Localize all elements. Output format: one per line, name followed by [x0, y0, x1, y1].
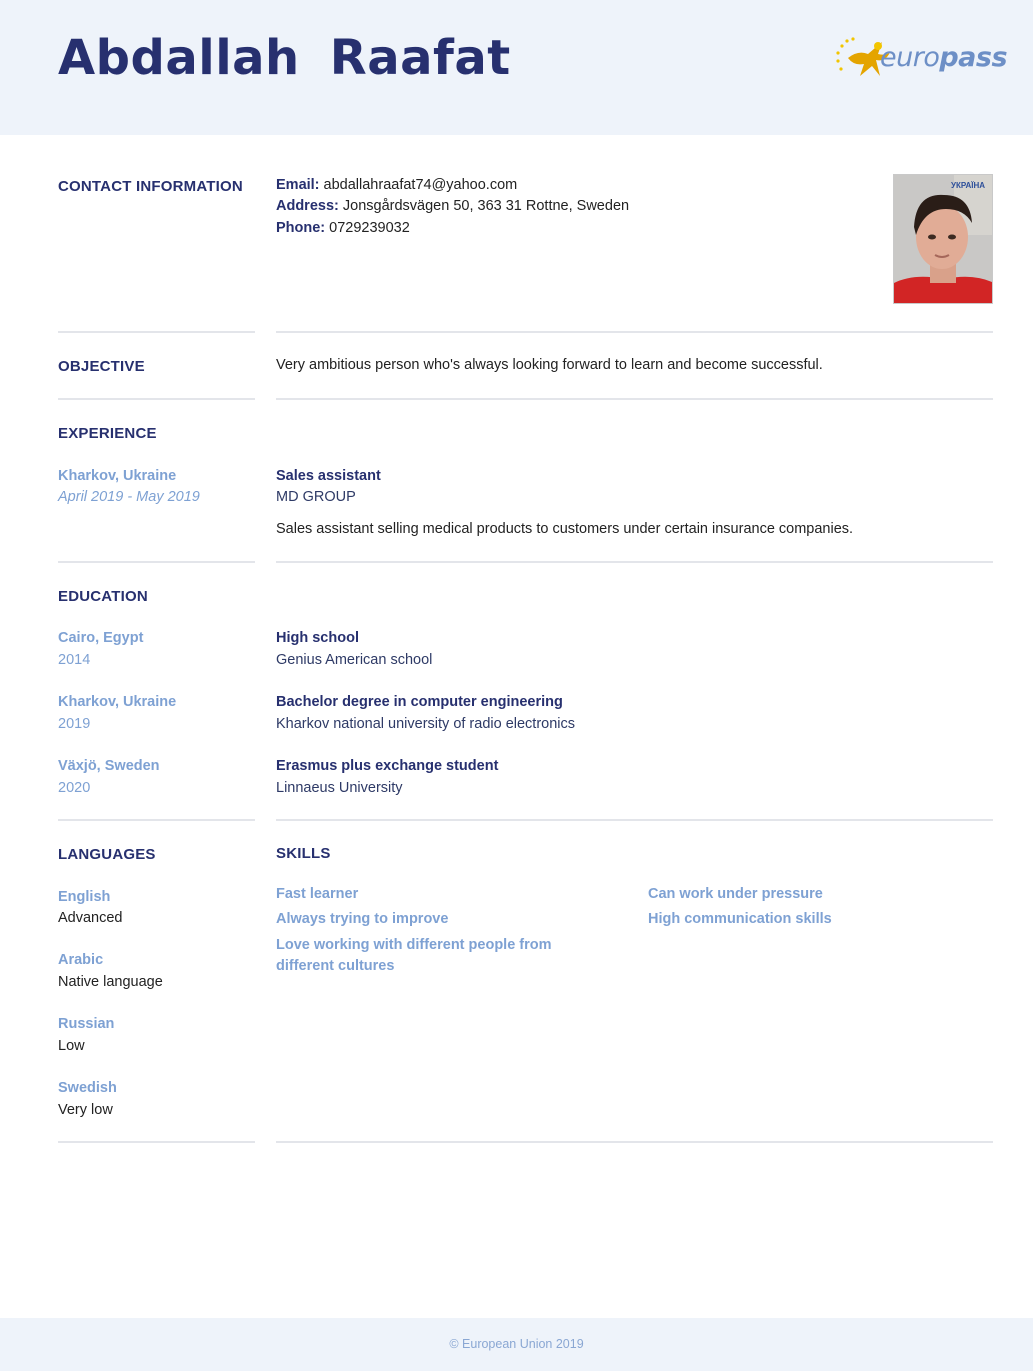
education-school: Linnaeus University — [276, 780, 403, 796]
education-place: Växjö, Sweden — [58, 758, 160, 774]
contact-email-line — [276, 177, 517, 193]
divider-left — [58, 331, 255, 333]
last-name: Raafat — [329, 30, 511, 86]
objective-text: Very ambitious person who's always looking forward to learn and become successful. — [276, 357, 823, 373]
education-degree: Erasmus plus exchange student — [276, 758, 499, 774]
education-degree: High school — [276, 630, 359, 646]
skill-item: Can work under pressure — [648, 886, 823, 902]
phone-label: Phone: — [276, 220, 326, 236]
person-name — [58, 30, 511, 86]
skill-item: Always trying to improve — [276, 911, 449, 927]
education-year: 2020 — [58, 780, 91, 796]
divider-right — [276, 561, 993, 563]
europass-logo — [834, 36, 1008, 84]
language-name: Swedish — [58, 1080, 117, 1096]
divider-right — [276, 819, 993, 821]
language-name: Russian — [58, 1016, 115, 1032]
language-level: Very low — [58, 1102, 113, 1118]
divider-left — [58, 819, 255, 821]
experience-org: MD GROUP — [276, 489, 356, 505]
first-name: Abdallah — [58, 30, 300, 86]
divider-left — [58, 561, 255, 563]
footer-band — [0, 1318, 1033, 1371]
skill-item: Fast learner — [276, 886, 359, 902]
objective-section-title: OBJECTIVE — [58, 358, 145, 375]
divider-left — [58, 398, 255, 400]
header-band — [0, 0, 1033, 135]
contact-phone-line — [276, 220, 410, 236]
skills-section-title: SKILLS — [276, 845, 331, 862]
experience-section-title: EXPERIENCE — [58, 425, 157, 442]
education-place: Kharkov, Ukraine — [58, 694, 177, 710]
skill-item: Love working with different people from different cultures — [276, 937, 552, 974]
email-value[interactable]: abdallahraafat74@yahoo.com — [323, 177, 518, 193]
address-label: Address: — [276, 198, 339, 214]
address-value: Jonsgårdsvägen 50, 363 31 Rottne, Sweden — [342, 198, 630, 214]
language-level: Advanced — [58, 910, 123, 926]
education-school: Kharkov national university of radio electronics — [276, 716, 576, 732]
contact-section-title: CONTACT INFORMATION — [58, 178, 243, 195]
education-year: 2014 — [58, 652, 91, 668]
language-level: Native language — [58, 974, 163, 990]
language-level: Low — [58, 1038, 85, 1054]
education-year: 2019 — [58, 716, 91, 732]
languages-section-title: LANGUAGES — [58, 846, 156, 863]
divider-left — [58, 1141, 255, 1143]
phone-value[interactable]: 0729239032 — [329, 220, 410, 236]
contact-address-line — [276, 198, 629, 214]
divider-right — [276, 398, 993, 400]
divider-right — [276, 331, 993, 333]
divider-right — [276, 1141, 993, 1143]
education-school: Genius American school — [276, 652, 433, 668]
language-name: English — [58, 889, 111, 905]
email-label: Email: — [276, 177, 320, 193]
experience-role: Sales assistant — [276, 468, 381, 484]
skill-item: High communication skills — [648, 911, 832, 927]
profile-photo — [893, 174, 993, 304]
logo-text-light: euro — [880, 42, 940, 73]
logo-text-bold: pass — [939, 42, 1008, 73]
photo-caption: УКРАЇНА — [951, 181, 986, 190]
language-name: Arabic — [58, 952, 104, 968]
education-degree: Bachelor degree in computer engineering — [276, 694, 563, 710]
footer-copyright: © European Union 2019 — [449, 1337, 584, 1351]
education-section-title: EDUCATION — [58, 588, 148, 605]
portrait-image — [894, 175, 993, 304]
experience-place: Kharkov, Ukraine — [58, 468, 177, 484]
education-place: Cairo, Egypt — [58, 630, 144, 646]
experience-description: Sales assistant selling medical products to customers under certain insurance companies. — [276, 521, 854, 537]
experience-dates: April 2019 - May 2019 — [58, 489, 200, 505]
logo-wordmark — [880, 42, 1007, 73]
